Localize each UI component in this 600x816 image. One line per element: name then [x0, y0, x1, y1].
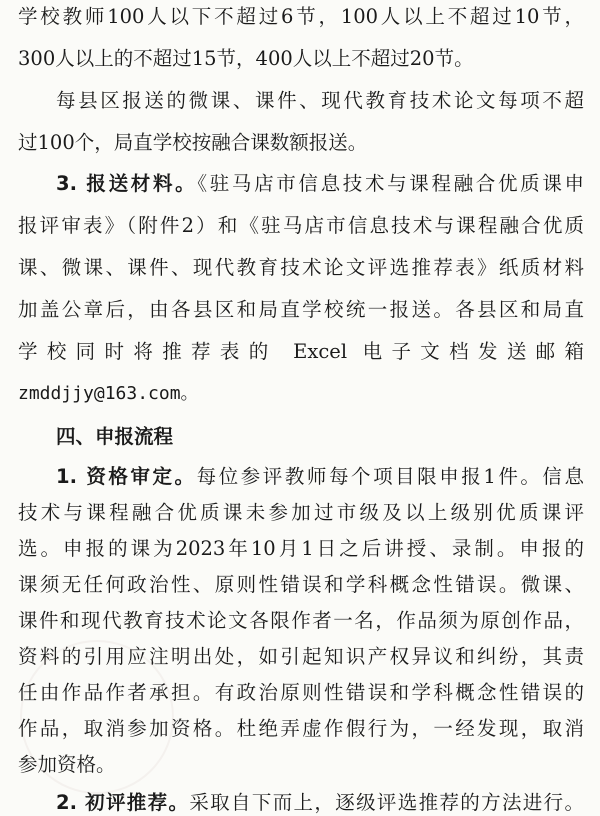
- paragraph-line: 过100个，局直学校按融合课数额报送。: [18, 131, 368, 154]
- section-4-1-line: [56, 464, 584, 490]
- email-address: zmddjjy@163.com。: [18, 383, 199, 404]
- section-3-text: 《驻马店市信息技术与课程融合优质课申: [197, 172, 584, 195]
- paragraph-line: 任由作品作者承担。有政治原则性错误和学科概念性错误的: [18, 681, 584, 704]
- section-4-2-line: [56, 790, 584, 816]
- section-4-2-label: 2. 初评推荐。: [56, 791, 190, 814]
- paragraph-line: 参加资格。: [18, 753, 116, 776]
- paragraph-line: 技术与课程融合优质课未参加过市级及以上级别优质课评: [18, 501, 584, 524]
- paragraph-line: 300人以上的不超过15节，400人以上不超过20节。: [18, 47, 474, 70]
- paragraph-line: 学校同时将推荐表的 Excel 电子文档发送邮箱: [18, 340, 584, 363]
- paragraph-line: 课须无任何政治性、原则性错误和学科概念性错误。微课、: [18, 573, 584, 596]
- section-3-line: [56, 171, 584, 197]
- section-3-label: 3. 报送材料。: [56, 172, 198, 195]
- paragraph-line: 课、微课、课件、现代教育技术论文评选推荐表》纸质材料: [18, 256, 584, 279]
- paragraph-line: 学校教师100人以下不超过6节，100人以上不超过10节，: [18, 5, 584, 28]
- paragraph-line: 课件和现代教育技术论文各限作者一名，作品须为原创作品，: [18, 609, 584, 632]
- paragraph-line: 报评审表》（附件2）和《驻马店市信息技术与课程融合优质: [18, 214, 584, 237]
- paragraph-line: 每县区报送的微课、课件、现代教育技术论文每项不超: [56, 89, 584, 112]
- section-heading: 四、申报流程: [56, 425, 174, 448]
- section-4-2-text: 采取自下而上，逐级评选推荐的方法进行。: [189, 791, 584, 814]
- paragraph-line: 选。申报的课为2023年10月1日之后讲授、录制。申报的: [18, 537, 584, 560]
- paragraph-line: 作品，取消参加资格。杜绝弄虚作假行为，一经发现，取消: [18, 717, 584, 740]
- paragraph-line: 加盖公章后，由各县区和局直学校统一报送。各县区和局直: [18, 298, 584, 321]
- section-4-1-label: 1. 资格审定。: [56, 465, 197, 488]
- section-4-1-text: 每位参评教师每个项目限申报1件。信息: [196, 465, 584, 488]
- paragraph-line: 资料的引用应注明出处，如引起知识产权异议和纠纷，其责: [18, 645, 584, 668]
